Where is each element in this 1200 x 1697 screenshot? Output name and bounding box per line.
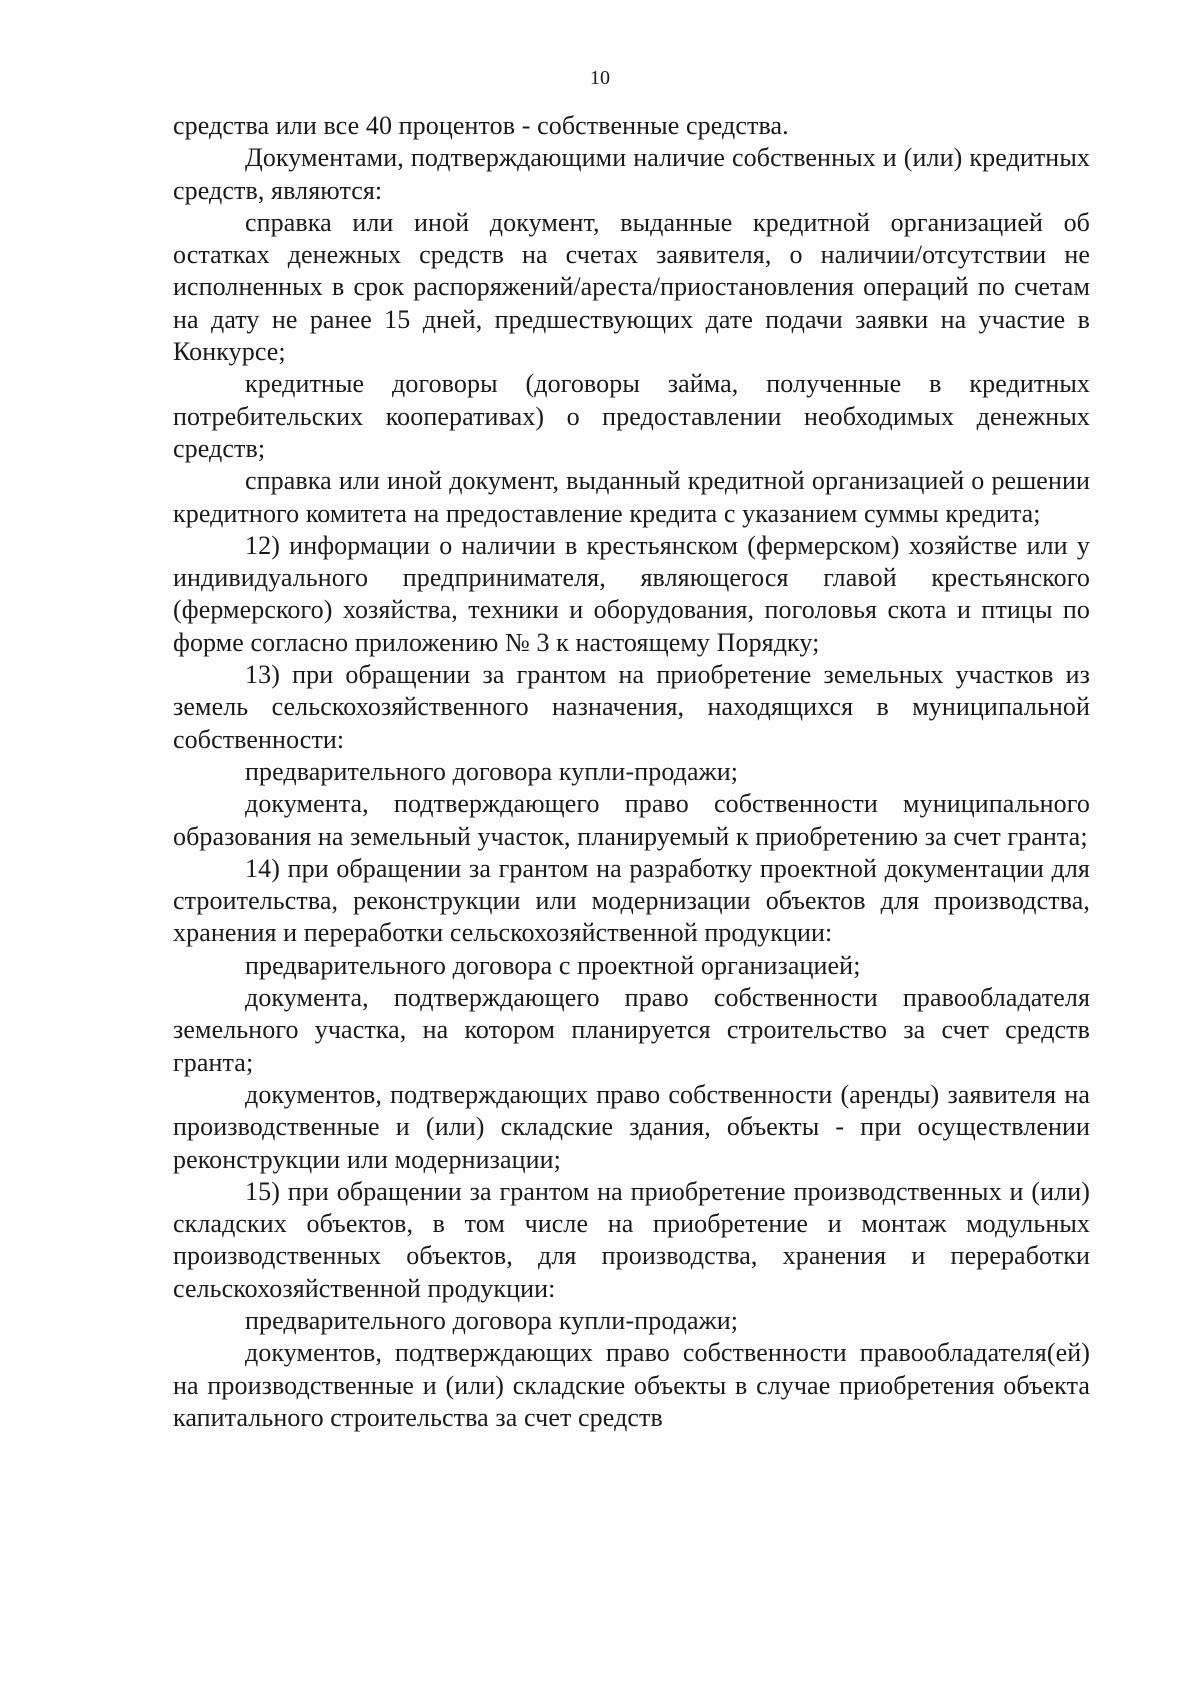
paragraph-3: справка или иной документ, выданные кредитной организацией об остатках денежных средств на счетах заявителя, о наличии/отсутствии не исполненных в срок распоряжений/ареста/приостановления операций по счетам на дату не ранее 15 дней, предшествующих дате подачи заявки на участие в Конкурсе;	[173, 207, 1090, 367]
paragraph-9: документа, подтверждающего право собственности муниципального образования на земельный участок, планируемый к приобретению за счет гранта;	[173, 789, 1090, 851]
paragraph-14: 15) при обращении за грантом на приобретение производственных и (или) складских объектов, в том числе на приобретение и монтаж модульных производственных объектов, для производства, хранения и переработки сельскохозяйственной продукции:	[173, 1176, 1090, 1303]
paragraph-15: предварительного договора купли-продажи;	[245, 1305, 739, 1335]
paragraph-13: документов, подтверждающих право собственности (аренды) заявителя на производственные и (или) складские здания, объекты - при осуществлении реконструкции или модернизации;	[173, 1079, 1090, 1174]
paragraph-2: Документами, подтверждающими наличие собственных и (или) кредитных средств, являются:	[173, 143, 1090, 205]
paragraph-10: 14) при обращении за грантом на разработку проектной документации для строительства, реконструкции или модернизации объектов для производства, хранения и переработки сельскохозяйственной продукции:	[173, 853, 1090, 948]
paragraph-6: 12) информации о наличии в крестьянском (фермерском) хозяйстве или у индивидуального предпринимателя, являющегося главой крестьянского (фермерского) хозяйства, техники и оборудования, поголовья скота и птицы по форме согласно приложению № 3 к настоящему Порядку;	[173, 530, 1090, 657]
paragraph-4: кредитные договоры (договоры займа, полученные в кредитных потребительских кооперативах) о предоставлении необходимых денежных средств;	[173, 369, 1090, 463]
paragraph-11: предварительного договора с проектной организацией;	[245, 950, 861, 980]
document-body	[173, 110, 1090, 1434]
paragraph-5: справка или иной документ, выданный кредитной организацией о решении кредитного комитета на предоставление кредита с указанием суммы кредита;	[173, 466, 1090, 528]
paragraph-16: документов, подтверждающих право собственности правообладателя(ей) на производственные и (или) складские объекты в случае приобретения объекта капитального строительства за счет средств	[173, 1338, 1090, 1432]
paragraph-1: средства или все 40 процентов - собственные средства.	[173, 111, 789, 140]
page-number: 10	[590, 67, 610, 89]
paragraph-8: предварительного договора купли-продажи;	[245, 756, 739, 786]
paragraph-12: документа, подтверждающего право собственности правообладателя земельного участка, на котором планируется строительство за счет средств гранта;	[173, 983, 1090, 1077]
paragraph-7: 13) при обращении за грантом на приобретение земельных участков из земель сельскохозяйственного назначения, находящихся в муниципальной собственности:	[173, 660, 1090, 754]
